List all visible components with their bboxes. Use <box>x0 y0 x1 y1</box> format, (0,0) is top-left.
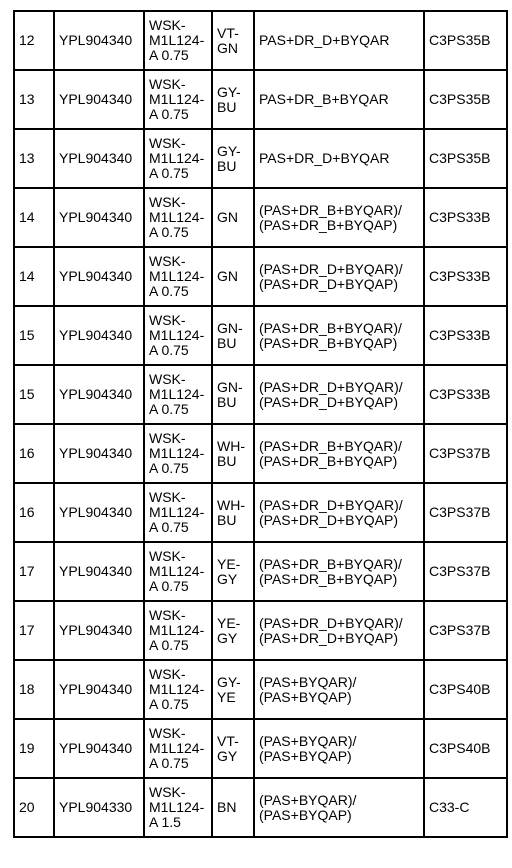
part-number-cell: YPL904340 <box>54 11 144 70</box>
wire-spec-cell <box>144 424 212 483</box>
wire-spec-cell-line: WSK- <box>149 725 186 741</box>
table-row <box>14 129 507 188</box>
pin-number-cell: 17 <box>14 542 54 601</box>
table-row <box>14 306 507 365</box>
wire-color-cell-line: GY- <box>217 142 241 159</box>
circuit-cell <box>254 11 424 70</box>
connector-cell: C33-C <box>424 778 507 837</box>
table-row <box>14 70 507 129</box>
wire-spec-cell-line: WSK- <box>149 371 186 387</box>
wire-color-cell <box>212 483 254 542</box>
wire-spec-cell <box>144 778 212 837</box>
connector-cell: C3PS37B <box>424 601 507 660</box>
table-row <box>14 542 507 601</box>
wire-color-cell <box>212 424 254 483</box>
pin-number-cell: 15 <box>14 365 54 424</box>
wire-spec-cell <box>144 306 212 365</box>
connector-cell: C3PS33B <box>424 306 507 365</box>
wire-color-cell-line: BU <box>217 157 237 174</box>
table-row <box>14 365 507 424</box>
part-number-cell: YPL904340 <box>54 306 144 365</box>
connector-cell: C3PS40B <box>424 660 507 719</box>
circuit-cell-line: (PAS+DR_B+BYQAR)/ <box>259 555 402 572</box>
circuit-cell <box>254 719 424 778</box>
wire-color-cell-line: GY <box>217 570 238 587</box>
connector-cell: C3PS35B <box>424 129 507 188</box>
pin-number-cell: 16 <box>14 483 54 542</box>
connector-cell: C3PS33B <box>424 365 507 424</box>
wire-spec-cell-line: WSK- <box>149 76 186 92</box>
pin-number-cell: 14 <box>14 188 54 247</box>
wire-color-cell <box>212 129 254 188</box>
wire-spec-cell-line: A 0.75 <box>149 47 189 63</box>
wire-spec-cell-line: M1L124- <box>149 504 205 520</box>
part-number-cell: YPL904340 <box>54 719 144 778</box>
connector-cell: C3PS33B <box>424 188 507 247</box>
wire-color-cell-line: GN <box>217 39 238 56</box>
circuit-cell-line: (PAS+BYQAP) <box>259 747 352 764</box>
wire-spec-cell-line: WSK- <box>149 784 186 800</box>
wire-spec-cell <box>144 70 212 129</box>
pin-number-cell: 12 <box>14 11 54 70</box>
part-number-cell: YPL904340 <box>54 365 144 424</box>
wire-spec-cell-line: A 0.75 <box>149 755 189 771</box>
wire-spec-cell-line: M1L124- <box>149 386 205 402</box>
circuit-cell-line: (PAS+DR_D+BYQAR)/ <box>259 496 403 513</box>
circuit-cell <box>254 424 424 483</box>
wire-color-cell-line: VT- <box>217 24 239 41</box>
wire-color-cell <box>212 188 254 247</box>
pin-number-cell: 19 <box>14 719 54 778</box>
part-number-cell: YPL904340 <box>54 601 144 660</box>
part-number-cell: YPL904340 <box>54 129 144 188</box>
table-row <box>14 247 507 306</box>
wire-spec-cell <box>144 483 212 542</box>
wire-spec-cell-line: WSK- <box>149 607 186 623</box>
circuit-cell-line: (PAS+DR_D+BYQAR)/ <box>259 614 403 631</box>
wire-color-cell-line: GY <box>217 629 238 646</box>
connector-cell: C3PS37B <box>424 483 507 542</box>
wire-color-cell-line: YE <box>217 688 236 705</box>
wire-color-cell <box>212 719 254 778</box>
circuit-cell-line: (PAS+BYQAR)/ <box>259 791 357 808</box>
circuit-cell-line: (PAS+DR_B+BYQAP) <box>259 452 398 469</box>
wire-color-cell <box>212 70 254 129</box>
wire-spec-cell-line: M1L124- <box>149 32 205 48</box>
circuit-cell-line: (PAS+DR_D+BYQAP) <box>259 511 399 528</box>
wire-spec-cell-line: M1L124- <box>149 740 205 756</box>
part-number-cell: YPL904340 <box>54 188 144 247</box>
connector-cell: C3PS37B <box>424 542 507 601</box>
circuit-cell-line: PAS+DR_B+BYQAR <box>259 91 389 107</box>
table-row <box>14 601 507 660</box>
circuit-cell-line: (PAS+BYQAP) <box>259 806 352 823</box>
wire-spec-cell-line: A 0.75 <box>149 342 189 358</box>
wire-spec-cell-line: A 0.75 <box>149 224 189 240</box>
wire-spec-cell <box>144 129 212 188</box>
circuit-cell <box>254 247 424 306</box>
circuit-cell-line: PAS+DR_D+BYQAR <box>259 150 390 166</box>
circuit-cell-line: (PAS+DR_B+BYQAP) <box>259 216 398 233</box>
circuit-cell <box>254 660 424 719</box>
wire-color-cell-line: BU <box>217 334 237 351</box>
pin-number-cell: 13 <box>14 70 54 129</box>
wire-color-cell <box>212 11 254 70</box>
pin-number-cell: 14 <box>14 247 54 306</box>
wire-spec-cell-line: A 0.75 <box>149 696 189 712</box>
pin-number-cell: 17 <box>14 601 54 660</box>
circuit-cell-line: (PAS+DR_D+BYQAR)/ <box>259 378 403 395</box>
wire-color-cell-line: GY <box>217 747 238 764</box>
wire-spec-cell-line: M1L124- <box>149 91 205 107</box>
circuit-cell <box>254 365 424 424</box>
connector-cell: C3PS40B <box>424 719 507 778</box>
table-row <box>14 483 507 542</box>
wire-color-cell-line: GN <box>217 209 238 225</box>
wire-color-cell-line: BU <box>217 452 237 469</box>
circuit-cell-line: (PAS+BYQAR)/ <box>259 732 357 749</box>
wire-color-cell-line: WH- <box>217 437 245 454</box>
connector-cell: C3PS37B <box>424 424 507 483</box>
wire-spec-cell <box>144 365 212 424</box>
circuit-cell-line: (PAS+BYQAP) <box>259 688 352 705</box>
circuit-cell <box>254 601 424 660</box>
wire-spec-cell-line: M1L124- <box>149 327 205 343</box>
wire-color-cell-line: GY- <box>217 83 241 100</box>
wire-color-cell-line: BU <box>217 98 237 115</box>
wire-spec-cell-line: A 0.75 <box>149 460 189 476</box>
circuit-cell <box>254 70 424 129</box>
connector-cell: C3PS35B <box>424 70 507 129</box>
wire-color-cell <box>212 306 254 365</box>
pin-number-cell: 20 <box>14 778 54 837</box>
wire-spec-cell-line: A 1.5 <box>149 814 181 830</box>
circuit-cell-line: (PAS+DR_B+BYQAR)/ <box>259 437 402 454</box>
connector-cell: C3PS33B <box>424 247 507 306</box>
wire-color-cell <box>212 660 254 719</box>
wire-spec-cell-line: A 0.75 <box>149 283 189 299</box>
pin-number-cell: 18 <box>14 660 54 719</box>
wire-color-cell-line: YE- <box>217 614 241 631</box>
wire-color-cell-line: YE- <box>217 555 241 572</box>
wire-spec-cell <box>144 601 212 660</box>
wire-spec-cell-line: WSK- <box>149 489 186 505</box>
wire-color-cell <box>212 542 254 601</box>
wire-spec-cell-line: WSK- <box>149 194 186 210</box>
wire-color-cell <box>212 365 254 424</box>
wire-spec-cell <box>144 660 212 719</box>
wire-color-cell <box>212 601 254 660</box>
circuit-cell <box>254 542 424 601</box>
wire-color-cell-line: WH- <box>217 496 245 513</box>
wire-spec-cell-line: M1L124- <box>149 445 205 461</box>
circuit-cell <box>254 188 424 247</box>
part-number-cell: YPL904340 <box>54 660 144 719</box>
circuit-cell <box>254 129 424 188</box>
circuit-cell-line: (PAS+DR_B+BYQAR)/ <box>259 319 402 336</box>
wire-spec-cell-line: M1L124- <box>149 209 205 225</box>
wire-spec-cell-line: WSK- <box>149 666 186 682</box>
part-number-cell: YPL904340 <box>54 424 144 483</box>
table-row <box>14 778 507 837</box>
table-row <box>14 11 507 70</box>
wire-color-cell-line: BU <box>217 393 237 410</box>
connector-cell: C3PS35B <box>424 11 507 70</box>
table-row <box>14 719 507 778</box>
circuit-cell-line: PAS+DR_D+BYQAR <box>259 32 390 48</box>
part-number-cell: YPL904340 <box>54 247 144 306</box>
wire-color-cell-line: GN <box>217 268 238 284</box>
wire-spec-cell-line: WSK- <box>149 253 186 269</box>
circuit-cell <box>254 306 424 365</box>
wire-color-cell-line: GN- <box>217 378 243 395</box>
pin-number-cell: 13 <box>14 129 54 188</box>
wire-spec-cell <box>144 11 212 70</box>
part-number-cell: YPL904340 <box>54 483 144 542</box>
wire-spec-cell-line: M1L124- <box>149 681 205 697</box>
circuit-cell-line: (PAS+DR_D+BYQAP) <box>259 275 399 292</box>
wire-spec-cell <box>144 719 212 778</box>
wire-spec-cell-line: A 0.75 <box>149 578 189 594</box>
circuit-cell-line: (PAS+DR_B+BYQAP) <box>259 334 398 351</box>
wire-spec-cell-line: M1L124- <box>149 563 205 579</box>
pin-number-cell: 15 <box>14 306 54 365</box>
circuit-cell-line: (PAS+DR_D+BYQAR)/ <box>259 260 403 277</box>
circuit-cell <box>254 778 424 837</box>
wiring-table-body <box>14 11 507 837</box>
circuit-cell-line: (PAS+DR_B+BYQAR)/ <box>259 201 402 218</box>
wire-spec-cell-line: M1L124- <box>149 150 205 166</box>
wire-spec-cell-line: A 0.75 <box>149 637 189 653</box>
wire-spec-cell <box>144 188 212 247</box>
part-number-cell: YPL904330 <box>54 778 144 837</box>
wire-spec-cell-line: M1L124- <box>149 268 205 284</box>
wire-color-cell-line: BN <box>217 799 237 815</box>
circuit-cell <box>254 483 424 542</box>
wire-spec-cell-line: WSK- <box>149 548 186 564</box>
wire-spec-cell-line: M1L124- <box>149 622 205 638</box>
wire-color-cell-line: BU <box>217 511 237 528</box>
part-number-cell: YPL904340 <box>54 70 144 129</box>
wire-spec-cell-line: M1L124- <box>149 799 205 815</box>
wire-spec-cell-line: WSK- <box>149 17 186 33</box>
wire-color-cell <box>212 247 254 306</box>
table-row <box>14 424 507 483</box>
wire-spec-cell-line: A 0.75 <box>149 106 189 122</box>
wire-spec-cell-line: A 0.75 <box>149 519 189 535</box>
part-number-cell: YPL904340 <box>54 542 144 601</box>
wire-spec-cell <box>144 247 212 306</box>
pin-number-cell: 16 <box>14 424 54 483</box>
wire-color-cell-line: GY- <box>217 673 241 690</box>
circuit-cell-line: (PAS+DR_D+BYQAP) <box>259 393 399 410</box>
wire-spec-cell-line: WSK- <box>149 430 186 446</box>
circuit-cell-line: (PAS+BYQAR)/ <box>259 673 357 690</box>
wire-spec-cell-line: WSK- <box>149 312 186 328</box>
wire-spec-cell-line: WSK- <box>149 135 186 151</box>
table-row <box>14 660 507 719</box>
wire-spec-cell <box>144 542 212 601</box>
wire-color-cell-line: VT- <box>217 732 239 749</box>
wire-spec-cell-line: A 0.75 <box>149 401 189 417</box>
table-row <box>14 188 507 247</box>
circuit-cell-line: (PAS+DR_B+BYQAP) <box>259 570 398 587</box>
wire-color-cell-line: GN- <box>217 319 243 336</box>
wiring-table <box>13 10 508 838</box>
wire-color-cell <box>212 778 254 837</box>
wire-spec-cell-line: A 0.75 <box>149 165 189 181</box>
circuit-cell-line: (PAS+DR_D+BYQAP) <box>259 629 399 646</box>
